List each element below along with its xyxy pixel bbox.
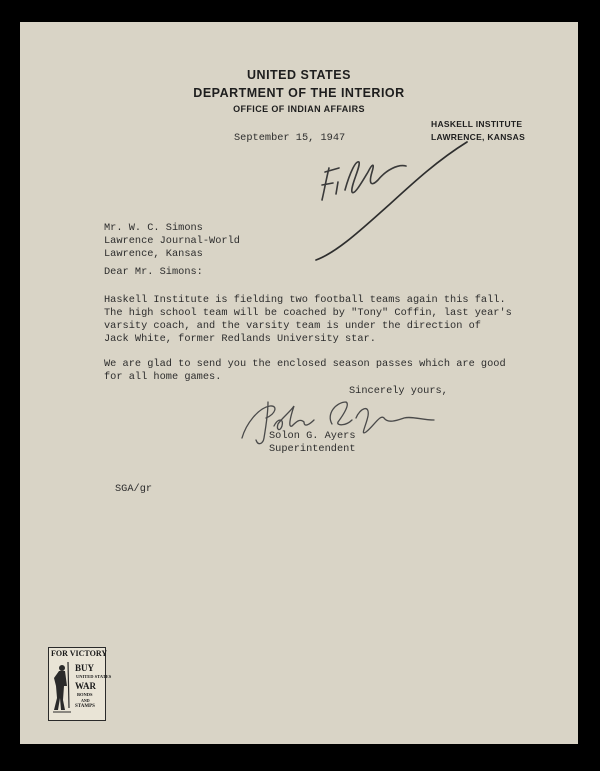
handwritten-signature: [20, 22, 578, 744]
war-bonds-stamp: [48, 647, 112, 721]
body-line: for all home games.: [104, 371, 222, 383]
body-line: Jack White, former Redlands University star.: [104, 333, 376, 345]
location-line2: LAWRENCE, KANSAS: [431, 132, 526, 142]
recipient-line: Lawrence, Kansas: [104, 248, 203, 260]
letter-date: September 15, 1947: [234, 132, 346, 144]
body-line: The high school team will be coached by "Tony" Coffin, last year's: [104, 307, 512, 319]
letterhead-line2: DEPARTMENT OF THE INTERIOR: [193, 86, 405, 100]
letter-page: [20, 22, 578, 744]
stamp-stamps: STAMPS: [75, 704, 95, 709]
signer-name: Solon G. Ayers: [269, 430, 356, 442]
stamp-for-victory: FOR VICTORY: [51, 649, 108, 658]
letterhead-line3: OFFICE OF INDIAN AFFAIRS: [233, 104, 365, 114]
reference-initials: SGA/gr: [115, 483, 153, 495]
location-line1: HASKELL INSTITUTE: [431, 119, 523, 129]
body-line: varsity coach, and the varsity team is under the direction of: [104, 320, 481, 332]
stamp-bonds: BONDS: [77, 692, 93, 697]
body-line: We are glad to send you the enclosed season passes which are good: [104, 358, 506, 370]
signer-title: Superintendent: [269, 443, 356, 455]
stamp-war: WAR: [75, 681, 97, 691]
stamp-and: AND: [81, 698, 90, 703]
recipient-line: Lawrence Journal-World: [104, 235, 240, 247]
body-line: Haskell Institute is fielding two football teams again this fall.: [104, 294, 506, 306]
stamp-united-states: UNITED STATES: [76, 674, 112, 679]
closing: Sincerely yours,: [349, 385, 448, 397]
stamp-buy: BUY: [75, 663, 95, 673]
recipient-line: Mr. W. C. Simons: [104, 222, 203, 234]
salutation: Dear Mr. Simons:: [104, 266, 203, 278]
letterhead-line1: UNITED STATES: [247, 68, 351, 82]
